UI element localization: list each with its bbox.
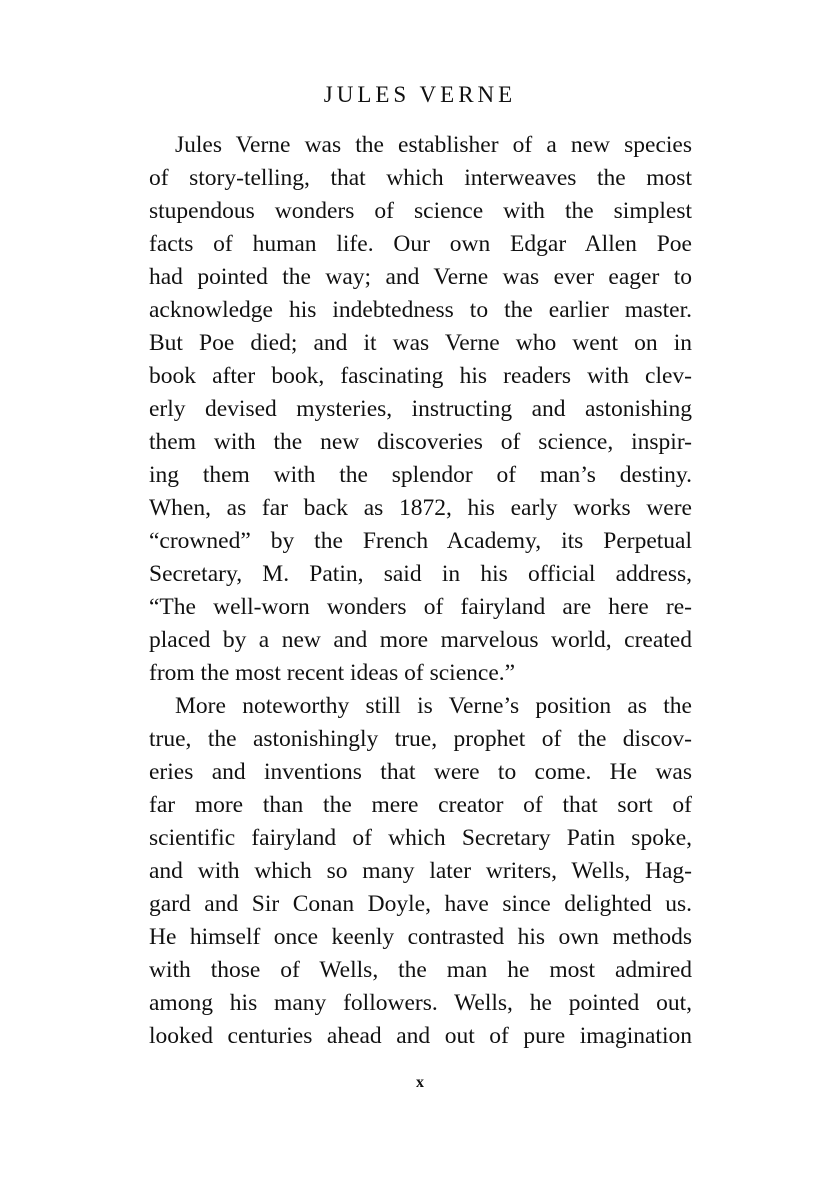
text-line: eries and inventions that were to come. He was xyxy=(149,759,692,785)
text-line: among his many followers. Wells, he pointed out, xyxy=(149,990,692,1016)
text-line: facts of human life. Our own Edgar Allen Poe xyxy=(149,231,692,257)
text-line: far more than the mere creator of that sort of xyxy=(149,792,692,818)
text-line: acknowledge his indebtedness to the earlier master. xyxy=(149,297,692,323)
text-line: and with which so many later writers, Wells, Hag- xyxy=(149,858,692,884)
text-line: More noteworthy still is Verne’s position as the xyxy=(175,693,692,719)
text-line: When, as far back as 1872, his early works were xyxy=(149,495,692,521)
text-line: But Poe died; and it was Verne who went on in xyxy=(149,330,692,356)
text-line: had pointed the way; and Verne was ever eager to xyxy=(149,264,692,290)
text-line: looked centuries ahead and out of pure imagination xyxy=(149,1023,692,1049)
body-text xyxy=(149,129,692,1053)
text-line: book after book, fascinating his readers with clev- xyxy=(149,363,692,389)
text-line: He himself once keenly contrasted his own methods xyxy=(149,924,692,950)
text-line: gard and Sir Conan Doyle, have since delighted us. xyxy=(149,891,692,917)
text-line: from the most recent ideas of science.” xyxy=(149,660,516,686)
running-head: JULES VERNE xyxy=(323,82,517,107)
text-line: erly devised mysteries, instructing and astonishing xyxy=(149,396,692,422)
paragraph-2 xyxy=(149,690,692,1053)
page-number: x xyxy=(416,1074,424,1091)
text-line: with those of Wells, the man he most admired xyxy=(149,957,692,983)
paragraph-1 xyxy=(149,129,692,690)
text-line: placed by a new and more marvelous world, created xyxy=(149,627,692,653)
text-line: true, the astonishingly true, prophet of the discov- xyxy=(149,726,692,752)
text-line: “crowned” by the French Academy, its Perpetual xyxy=(149,528,692,554)
text-line: scientific fairyland of which Secretary Patin spoke, xyxy=(149,825,692,851)
text-line: stupendous wonders of science with the simplest xyxy=(149,198,692,224)
text-line: Jules Verne was the establisher of a new species xyxy=(175,132,692,158)
text-line: them with the new discoveries of science, inspir- xyxy=(149,429,692,455)
text-line: of story-telling, that which interweaves the most xyxy=(149,165,692,191)
text-line: ing them with the splendor of man’s destiny. xyxy=(149,462,692,488)
text-line: Secretary, M. Patin, said in his official address, xyxy=(149,561,692,587)
text-line: “The well-worn wonders of fairyland are here re- xyxy=(149,594,692,620)
